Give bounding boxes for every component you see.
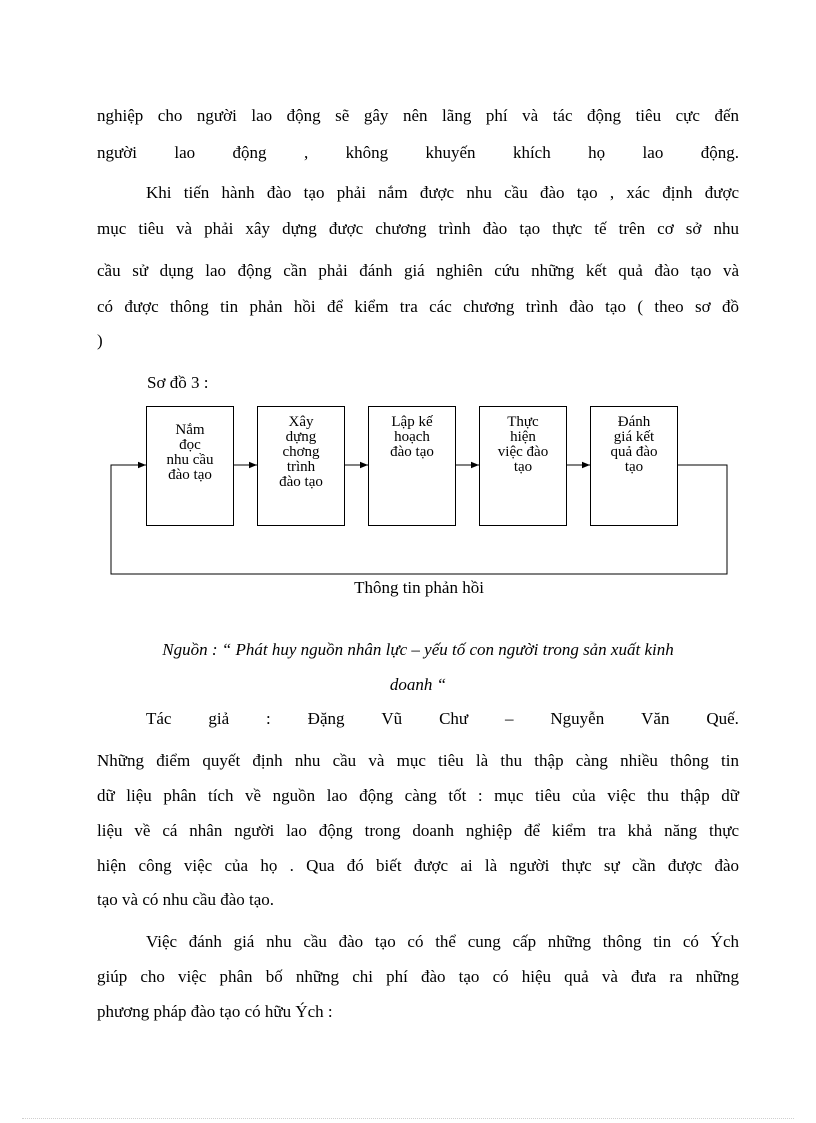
step-2-text: dựng <box>285 429 317 445</box>
step-box-4-label <box>480 415 566 475</box>
step-box-4 <box>479 406 567 526</box>
author-word: Đặng <box>307 709 345 728</box>
feedback-label: Thông tin phản hồi <box>354 578 484 597</box>
page-bottom-border <box>22 1118 794 1119</box>
step-2-text: Xây <box>288 414 314 430</box>
step-box-5 <box>590 406 678 526</box>
source-line2: doanh “ <box>389 675 447 694</box>
paragraph3-line1: Những điểm quyết định nhu cầu và mục tiêu là thu thập càng nhiều thông tin <box>97 751 739 770</box>
paragraph4-line3: phương pháp đào tạo có hữu Ých : <box>97 1002 333 1021</box>
step-1-text: đọc <box>179 437 201 453</box>
paragraph2-line5: ) <box>97 331 103 350</box>
paragraph3-line3: liệu về cá nhân người lao động trong doanh nghiệp để kiểm tra khả năng thực <box>97 821 739 840</box>
paragraph1-line2-word: , <box>303 143 309 162</box>
paragraph1-line2-word: khích <box>512 143 551 162</box>
author-word: – <box>505 709 514 728</box>
author-word: Tác <box>146 709 172 728</box>
paragraph3-line5: tạo và có nhu cầu đào tạo. <box>97 890 275 909</box>
source-line1: Nguồn : “ Phát huy nguồn nhân lực – yếu tố con người trong sản xuất kinh <box>162 640 674 659</box>
step-4-text: việc đào <box>497 444 549 460</box>
paragraph2-line2: mục tiêu và phải xây dựng được chương trình đào tạo thực tế trên cơ sở nhu <box>97 219 739 238</box>
author-word: Nguyễn <box>550 709 605 728</box>
step-5-text: tạo <box>624 459 644 475</box>
step-2-text: đào tạo <box>279 474 323 490</box>
author-word: Văn <box>641 709 670 728</box>
step-4-text: tạo <box>513 459 533 475</box>
step-5-text: Đánh <box>617 414 651 430</box>
step-1-text: nhu cầu <box>166 452 214 468</box>
paragraph1-line2-word: lao <box>174 143 196 162</box>
paragraph3-line4: hiện công việc của họ . Qua đó biết được ai là người thực sự cần được đào <box>97 856 739 875</box>
step-1-text: Nắm <box>175 422 205 438</box>
paragraph2-line3: cầu sử dụng lao động cần phải đánh giá nghiên cứu những kết quả đào tạo và <box>97 261 739 280</box>
paragraph1-line2-word: khuyến <box>425 143 476 162</box>
paragraph1-line2-word: lao <box>642 143 664 162</box>
step-3-text: đào tạo <box>390 444 434 460</box>
paragraph1-line2-word: không <box>345 143 389 162</box>
step-box-3 <box>368 406 456 526</box>
step-3-text: hoạch <box>394 429 430 445</box>
paragraph4-line2: giúp cho việc phân bố những chi phí đào tạo có hiệu quả và đưa ra những <box>97 967 739 986</box>
paragraph4-line1: Việc đánh giá nhu cầu đào tạo có thể cung cấp những thông tin có Ých <box>146 932 739 951</box>
paragraph1-line1: nghiệp cho người lao động sẽ gây nên lãng phí và tác động tiêu cực đến <box>97 106 739 125</box>
step-2-text: trình <box>286 459 316 475</box>
paragraph2-line4: có được thông tin phản hồi để kiểm tra các chương trình đào tạo ( theo sơ đồ <box>97 297 739 316</box>
author-word: Quế. <box>706 709 739 728</box>
step-4-text: Thực <box>507 414 539 430</box>
step-5-text: giá kết <box>613 429 655 445</box>
author-word: Vũ <box>381 709 403 728</box>
author-line <box>146 709 739 729</box>
author-word: Chư <box>439 709 469 728</box>
paragraph1-line2-word: động <box>232 143 267 162</box>
step-box-2-label <box>258 415 344 490</box>
diagram-caption: Sơ đồ 3 : <box>147 373 209 392</box>
step-1-text: đào tạo <box>168 467 212 483</box>
paragraph2-line1: Khi tiến hành đào tạo phải nắm được nhu cầu đào tạo , xác định được <box>146 183 739 202</box>
step-3-text: Lập kế <box>391 414 433 430</box>
step-4-text: hiện <box>510 429 536 445</box>
step-2-text: chơng <box>282 444 320 460</box>
step-5-text: quả đào <box>610 444 658 460</box>
paragraph3-line2: dữ liệu phân tích về nguồn lao động càng tốt : mục tiêu của việc thu thập dữ <box>97 786 739 805</box>
author-word: : <box>266 709 271 728</box>
paragraph1-line2-word: người <box>97 143 137 162</box>
author-word: giả <box>208 709 230 728</box>
step-box-1 <box>146 406 234 526</box>
step-box-1-label <box>147 423 233 483</box>
step-box-3-label <box>369 415 455 460</box>
paragraph1-line2-word: họ <box>588 143 606 162</box>
step-box-5-label <box>591 415 677 475</box>
step-box-2 <box>257 406 345 526</box>
paragraph1-line2-word: động. <box>700 143 739 162</box>
